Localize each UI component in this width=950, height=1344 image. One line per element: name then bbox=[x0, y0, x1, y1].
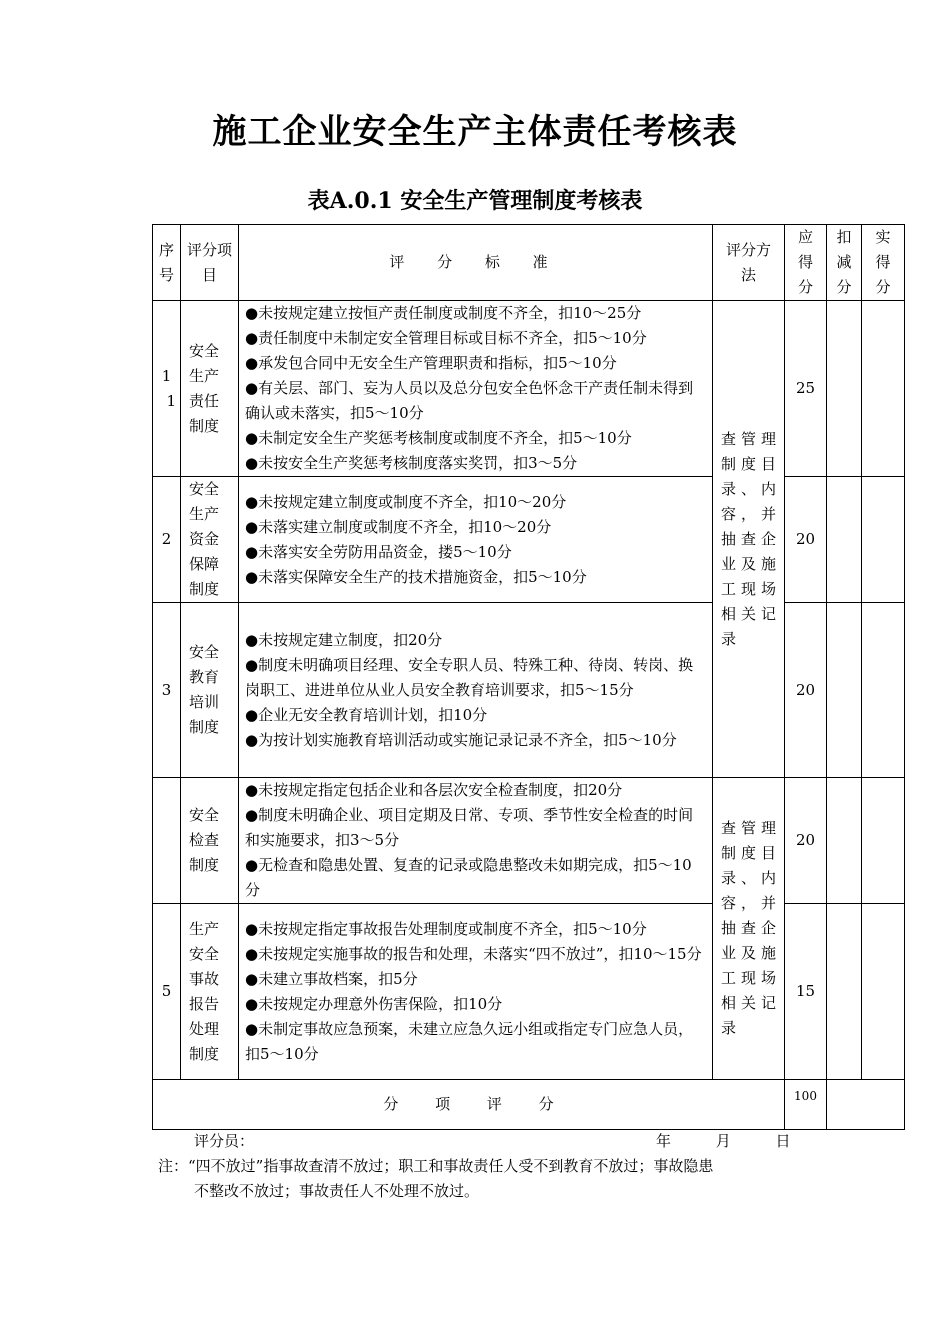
row-seq: 5 bbox=[153, 904, 181, 1080]
subtotal-due-score: 100 bbox=[785, 1080, 827, 1130]
table-subtitle: 表A.0.1 安全生产管理制度考核表 bbox=[307, 188, 643, 214]
criteria-line: ●无检查和隐患处置、复查的记录或隐患整改未如期完成，扣5～10分 bbox=[245, 856, 692, 899]
row-actual-score bbox=[862, 603, 905, 778]
row-seq: 3 bbox=[153, 603, 181, 778]
criteria-line: ●为按计划实施教育培训活动或实施记录记录不齐全，扣5～10分 bbox=[245, 730, 677, 749]
criteria-line: ●未按规定办理意外伤害保险，扣10分 bbox=[245, 994, 503, 1013]
subtotal-row bbox=[153, 1080, 905, 1130]
criteria-line: ●未按安全生产奖惩考核制度落实奖罚，扣3～5分 bbox=[245, 454, 578, 472]
row-seq bbox=[153, 301, 181, 477]
criteria-line: ●制度未明确企业、项目定期及日常、专项、季节性安全检查的时间和实施要求，扣3～5分 bbox=[245, 806, 694, 849]
row-deduct-score bbox=[827, 477, 862, 603]
document-title: 施工企业安全生产主体责任考核表 bbox=[212, 112, 738, 152]
table-row bbox=[153, 904, 905, 1080]
criteria-line: ●未按规定建立按恒产责任制度或制度不齐全，扣10～25分 bbox=[245, 304, 642, 322]
rater-label: 评分员： bbox=[194, 1132, 255, 1150]
row-item: 生产安全事故报告处理制度 bbox=[181, 904, 239, 1080]
subtotal-label: 分 项 评 分 bbox=[153, 1080, 785, 1130]
row-item: 安全生产资金保障制度 bbox=[181, 477, 239, 603]
criteria-line: ●制度未明确项目经理、安全专职人员、特殊工种、待岗、转岗、换岗职工、进进单位从业人员安全教育培训要求，扣5～15分 bbox=[245, 655, 694, 699]
criteria-line: ●未落实建立制度或制度不齐全，扣10～20分 bbox=[245, 517, 552, 536]
row-due-score: 15 bbox=[785, 904, 827, 1080]
table-row bbox=[153, 603, 905, 778]
criteria-line: ●未制定事故应急预案，未建立应急久远小组或指定专门应急人员，扣5～10分 bbox=[245, 1019, 694, 1063]
row-item: 安全教育培训制度 bbox=[181, 603, 239, 778]
row-seq-number: 1 bbox=[161, 366, 172, 385]
criteria-line: ●承发包合同中无安全生产管理职责和指标，扣5～10分 bbox=[245, 354, 617, 372]
row-actual-score bbox=[862, 477, 905, 603]
row-deduct-score bbox=[827, 904, 862, 1080]
row-due-score: 20 bbox=[785, 603, 827, 778]
header-method: 评分方法 bbox=[713, 225, 785, 301]
header-deduct: 扣减分 bbox=[827, 225, 862, 301]
criteria-line: ●未按规定指定事故报告处理制度或制度不齐全，扣5～10分 bbox=[245, 919, 647, 938]
table-row bbox=[153, 477, 905, 603]
row-seq bbox=[153, 778, 181, 904]
row-criteria bbox=[239, 301, 713, 477]
criteria-line: ●有关层、部门、妄为人员以及总分包安全色怀念干产责任制未得到确认或未落实，扣5～10分 bbox=[245, 379, 694, 422]
row-criteria bbox=[239, 603, 713, 778]
row-due-score: 25 bbox=[785, 301, 827, 477]
criteria-line: ●企业无安全教育培训计划，扣10分 bbox=[245, 705, 488, 724]
header-seq: 序号 bbox=[153, 225, 181, 301]
header-due: 应得分 bbox=[785, 225, 827, 301]
row-seq-extra: 1 bbox=[166, 391, 176, 410]
criteria-line: ●责任制度中未制定安全管理目标或目标不齐全，扣5～10分 bbox=[245, 329, 647, 347]
row-criteria bbox=[239, 904, 713, 1080]
row-deduct-score bbox=[827, 778, 862, 904]
row-actual-score bbox=[862, 778, 905, 904]
criteria-line: ●未按规定指定包括企业和各层次安全检查制度，扣20分 bbox=[245, 781, 623, 799]
criteria-line: ●未落实安全劳防用品资金，搂5～10分 bbox=[245, 542, 512, 561]
criteria-line: ●未按规定建立制度，扣20分 bbox=[245, 630, 443, 649]
row-deduct-score bbox=[827, 603, 862, 778]
criteria-line: ●未按规定建立制度或制度不齐全，扣10～20分 bbox=[245, 492, 567, 511]
row-method: 查管理制度目录、内容，并抽查企业及施工现场相关记录 bbox=[713, 301, 785, 778]
row-actual-score bbox=[862, 904, 905, 1080]
note-line-1: 注：“四不放过”指事故查清不放过；职工和事故责任人受不到教育不放过；事故隐患 bbox=[158, 1157, 714, 1175]
subtotal-actual-score bbox=[827, 1080, 905, 1130]
header-item: 评分项目 bbox=[181, 225, 239, 301]
criteria-line: ●未按规定实施事故的报告和处理，未落实“四不放过”，扣10～15分 bbox=[245, 944, 702, 963]
row-criteria bbox=[239, 477, 713, 603]
criteria-line: ●未建立事故档案，扣5分 bbox=[245, 969, 418, 988]
assessment-table bbox=[152, 224, 905, 1130]
row-method: 查管理制度目录、内容，并抽查企业及施工现场相关记录 bbox=[713, 778, 785, 1080]
row-deduct-score bbox=[827, 301, 862, 477]
row-due-score: 20 bbox=[785, 778, 827, 904]
row-due-score: 20 bbox=[785, 477, 827, 603]
row-seq: 2 bbox=[153, 477, 181, 603]
row-item: 安全生产责任制度 bbox=[181, 301, 239, 477]
row-actual-score bbox=[862, 301, 905, 477]
criteria-line: ●未制定安全生产奖惩考核制度或制度不齐全，扣5～10分 bbox=[245, 429, 632, 447]
criteria-line: ●未落实保障安全生产的技术措施资金，扣5～10分 bbox=[245, 567, 587, 586]
date-label: 年 月 日 bbox=[656, 1132, 791, 1150]
note-line-2: 不整改不放过；事故责任人不处理不放过。 bbox=[194, 1182, 480, 1200]
header-actual: 实得分 bbox=[862, 225, 905, 301]
table-row bbox=[153, 778, 905, 904]
row-item: 安全检查制度 bbox=[181, 778, 239, 904]
table-row bbox=[153, 301, 905, 477]
header-row bbox=[153, 225, 905, 301]
row-criteria bbox=[239, 778, 713, 904]
header-criteria: 评 分 标 准 bbox=[239, 225, 713, 301]
